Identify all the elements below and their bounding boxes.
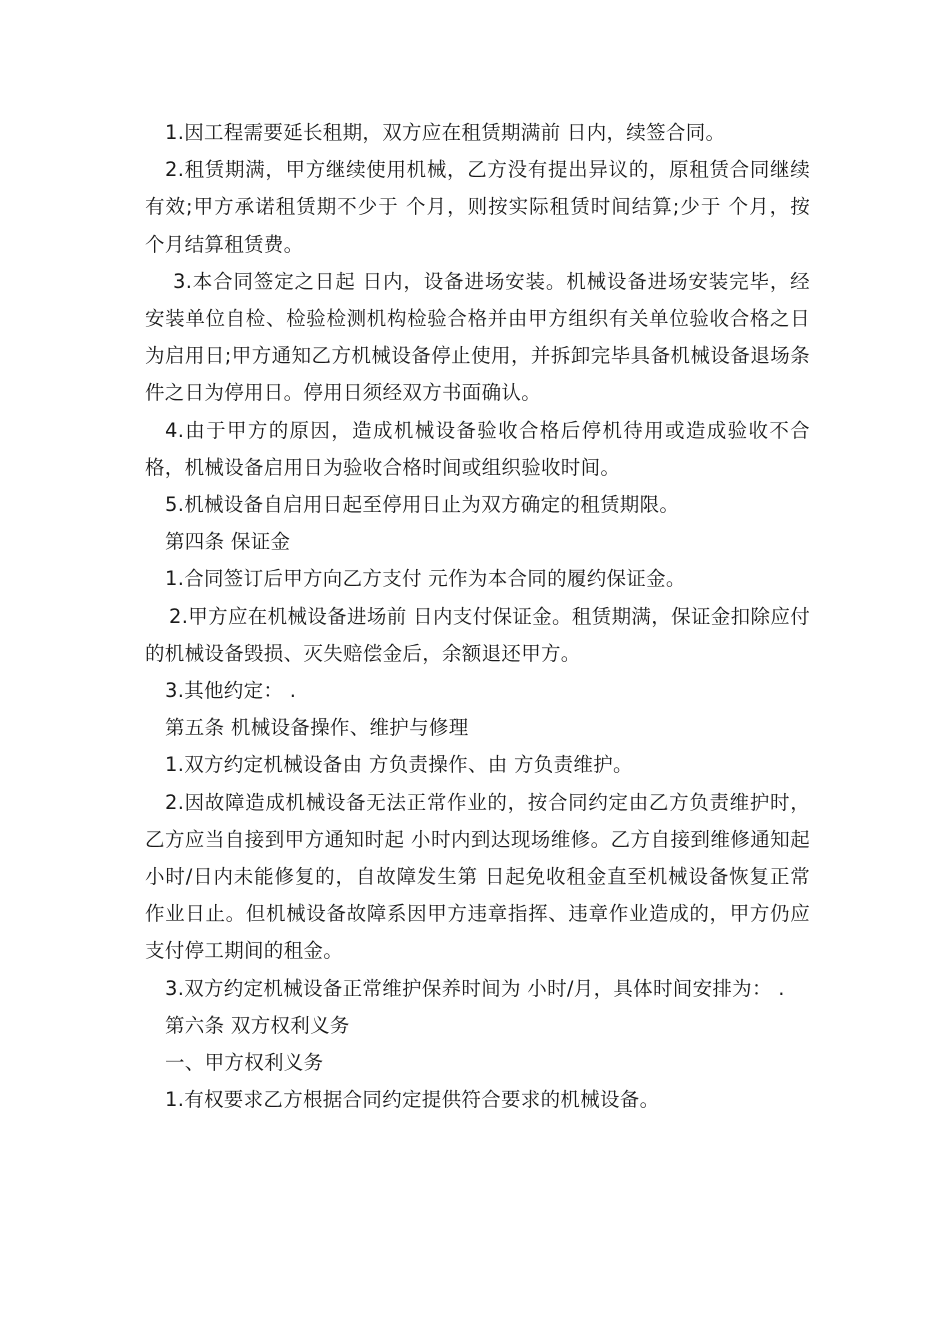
section-heading: 第五条 机械设备操作、维护与修理: [165, 716, 469, 740]
section-heading: 第四条 保证金: [165, 530, 291, 554]
paragraph: 3.本合同签定之日起 日内，设备进场安装。机械设备进场安装完毕，经安装单位自检、检验检测机构检验合格并由甲方组织有关单位验收合格之日为启用日;甲方通知乙方机械设备停止使用，并拆卸完毕具备机械设备退场条件之日为停用日。停用日须经双方书面确认。: [145, 269, 810, 405]
subsection-heading: 一、甲方权利义务: [165, 1051, 324, 1075]
paragraph: 2.租赁期满，甲方继续使用机械，乙方没有提出异议的，原租赁合同继续有效;甲方承诺租赁期不少于 个月，则按实际租赁时间结算;少于 个月，按 个月结算租赁费。: [145, 158, 810, 256]
section-heading: 第六条 双方权利义务: [165, 1013, 350, 1037]
paragraph: 1.因工程需要延长租期，双方应在租赁期满前 日内，续签合同。: [165, 121, 726, 144]
paragraph: 3.双方约定机械设备正常维护保养时间为 小时/月，具体时间安排为： .: [165, 976, 785, 1000]
paragraph: 3.其他约定： .: [165, 679, 297, 703]
paragraph: 1.有权要求乙方根据合同约定提供符合要求的机械设备。: [165, 1088, 660, 1112]
paragraph: 1.合同签订后甲方向乙方支付 元作为本合同的履约保证金。: [165, 567, 686, 591]
paragraph: 2.因故障造成机械设备无法正常作业的，按合同约定由乙方负责维护时，乙方应当自接到甲方通知时起 小时内到达现场维修。乙方自接到维修通知起 小时/日内未能修复的，自故障发生第 日起免收租金直至机械设备恢复正常作业日止。但机械设备故障系因甲方违章指挥、违章作业造成的，甲方仍应支付停工期间的租金。: [145, 790, 810, 963]
paragraph: 1.双方约定机械设备由 方负责操作、由 方负责维护。: [165, 753, 633, 777]
document-body: [145, 114, 810, 1118]
paragraph: 5.机械设备自启用日起至停用日止为双方确定的租赁期限。: [165, 493, 680, 517]
paragraph: 2.甲方应在机械设备进场前 日内支付保证金。租赁期满，保证金扣除应付的机械设备毁损、灭失赔偿金后，余额退还甲方。: [145, 604, 810, 665]
paragraph: 4.由于甲方的原因，造成机械设备验收合格后停机待用或造成验收不合格，机械设备启用日为验收合格时间或组织验收时间。: [145, 418, 810, 479]
